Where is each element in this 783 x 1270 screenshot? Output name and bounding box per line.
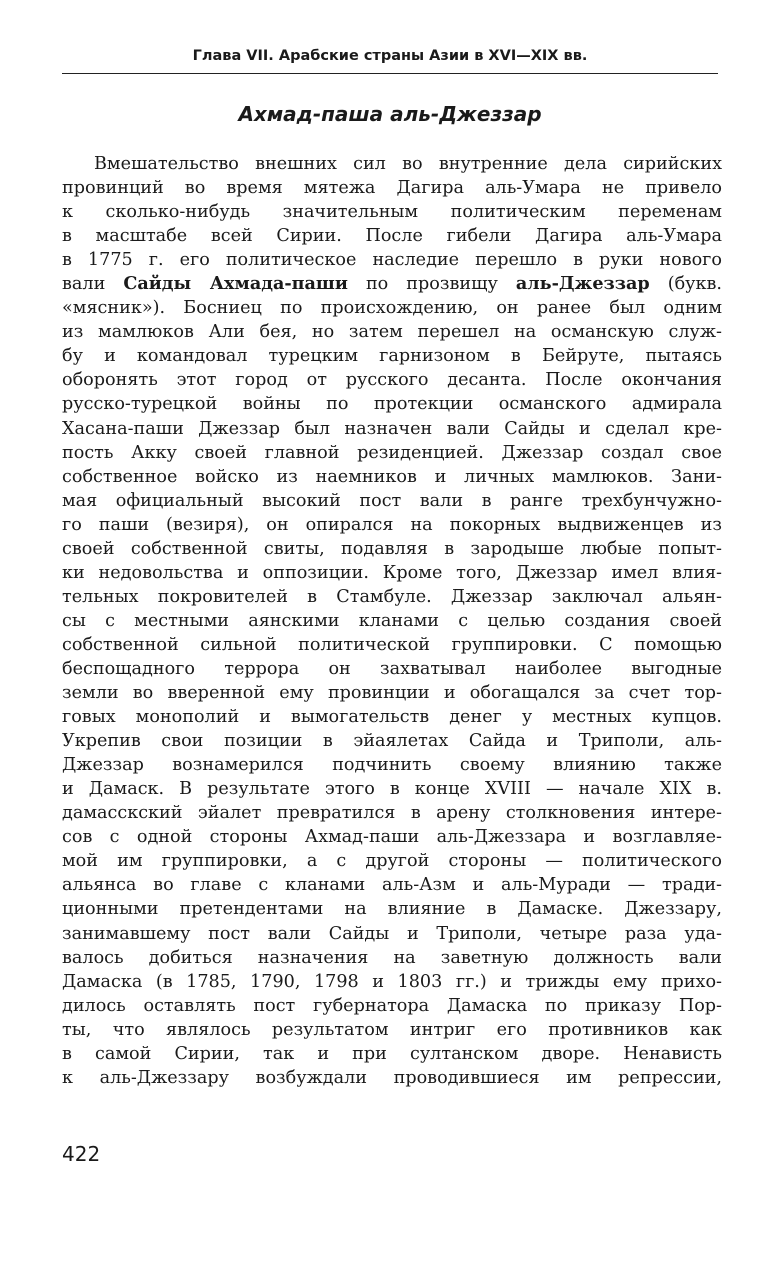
text-segment: собственное войско из наемников и личных мамлюков. Зани- [62,466,722,487]
text-line [62,777,722,801]
text-line [62,994,722,1018]
text-segment: бу и командовал турецким гарнизоном в Бейруте, пытаясь [62,346,722,367]
text-line [62,753,722,777]
text-segment: по прозвищу [347,274,516,295]
text-line [62,200,722,224]
text-line [62,873,722,897]
text-segment: дилось оставлять пост губернатора Дамаска по приказу Пор- [62,995,722,1016]
text-line [62,320,722,344]
text-line [62,344,722,368]
text-line [62,849,722,873]
text-line [62,272,722,296]
text-segment: Вмешательство внешних сил во внутренние дела сирийских [94,154,722,174]
text-segment: своей собственной свиты, подавляя в зародыше любые попыт- [62,538,722,559]
text-segment: говых монополий и вымогательств денег у местных купцов. [62,707,722,728]
page-number: 422 [62,1142,101,1166]
text-segment: ки недовольства и оппозиции. Кроме того, Джеззар имел влия- [62,562,722,583]
text-segment: к сколько-нибудь значительным политическим переменам [62,202,722,223]
text-segment: беспощадного террора он захватывал наиболее выгодные [62,658,722,679]
text-line [62,152,722,176]
text-line [62,825,722,849]
text-segment: земли во вверенной ему провинции и обогащался за счет тор- [62,683,722,704]
text-line [62,729,722,753]
text-line [62,176,722,200]
text-line [62,801,722,825]
text-line [62,368,722,392]
text-segment: сы с местными аянскими кланами с целью создания своей [62,610,722,631]
text-line [62,296,722,320]
header-rule [62,73,718,74]
text-segment: ты, что являлось результатом интриг его противников как [62,1019,722,1040]
text-line [62,392,722,416]
text-line [62,609,722,633]
text-segment: Укрепив свои позиции в эйаялетах Сайда и Триполи, аль- [62,731,722,752]
text-segment: занимавшему пост вали Сайды и Триполи, четыре раза уда- [62,923,722,944]
text-segment: го паши (везиря), он опирался на покорных выдвиженцев из [62,514,722,535]
text-segment: собственной сильной политической группировки. С помощью [62,634,722,655]
text-segment: в 1775 г. его политическое наследие перешло в руки нового [62,250,722,271]
text-segment: русско-турецкой войны по протекции османского адмирала [62,394,722,415]
text-segment: Дамаска (в 1785, 1790, 1798 и 1803 гг.) и трижды ему прихо- [62,971,722,992]
text-line [62,922,722,946]
text-segment: дамасскский эйалет превратился в арену столкновения интере- [62,803,722,824]
text-segment: мая официальный высокий пост вали в ранге трехбунчужно- [62,490,722,511]
text-segment: провинций во время мятежа Дагира аль-Умара не привело [62,178,722,199]
text-segment: к аль-Джеззару возбуждали проводившиеся им репрессии, [62,1067,722,1088]
text-segment: мой им группировки, а с другой стороны — политического [62,851,722,872]
text-segment: из мамлюков Али бея, но затем перешел на османскую служ- [62,322,722,343]
text-segment: (букв. [649,274,722,295]
text-line [62,705,722,729]
text-line [62,897,722,921]
text-segment: вали [62,274,124,295]
text-line [62,946,722,970]
text-line [62,585,722,609]
text-line [62,537,722,561]
text-segment: «мясник»). Босниец по происхождению, он ранее был одним [62,298,722,319]
text-line [62,681,722,705]
text-line [62,1066,722,1090]
text-line [62,489,722,513]
text-segment: Джеззар вознамерился подчинить своему влиянию также [62,755,722,776]
text-segment: оборонять этот город от русского десанта. После окончания [62,370,722,391]
section-title: Ахмад-паша аль-Джеззар [238,102,542,126]
text-segment: альянса во главе с кланами аль-Азм и аль-Муради — тради- [62,875,722,896]
text-line [62,1018,722,1042]
text-line [62,248,722,272]
bold-term: аль-Джеззар [515,273,650,295]
text-segment: Хасана-паши Джеззар был назначен вали Сайды и сделал кре- [62,418,722,439]
text-line [62,465,722,489]
text-segment: ционными претендентами на влияние в Дамаске. Джеззару, [62,899,722,920]
text-line [62,633,722,657]
text-line [62,513,722,537]
text-line [62,417,722,441]
text-line [62,970,722,994]
text-line [62,561,722,585]
bold-term: Сайды Ахмада-паши [123,273,348,295]
text-segment: в самой Сирии, так и при султанском дворе. Ненависть [62,1043,722,1064]
text-segment: пость Акку своей главной резиденцией. Джеззар создал свое [62,442,722,463]
body-text [62,152,722,1090]
text-line [62,1042,722,1066]
text-line [62,657,722,681]
text-segment: сов с одной стороны Ахмад-паши аль-Джеззара и возглавляе- [62,827,722,848]
text-segment: валось добиться назначения на заветную должность вали [62,947,722,968]
running-head: Глава VII. Арабские страны Азии в XVI—XIX вв. [192,48,588,64]
text-segment: в масштабе всей Сирии. После гибели Дагира аль-Умара [62,226,722,247]
text-line [62,441,722,465]
text-segment: тельных покровителей в Стамбуле. Джеззар заключал альян- [62,586,722,607]
text-line [62,224,722,248]
text-segment: и Дамаск. В результате этого в конце XVIII — начале XIX в. [62,779,722,800]
